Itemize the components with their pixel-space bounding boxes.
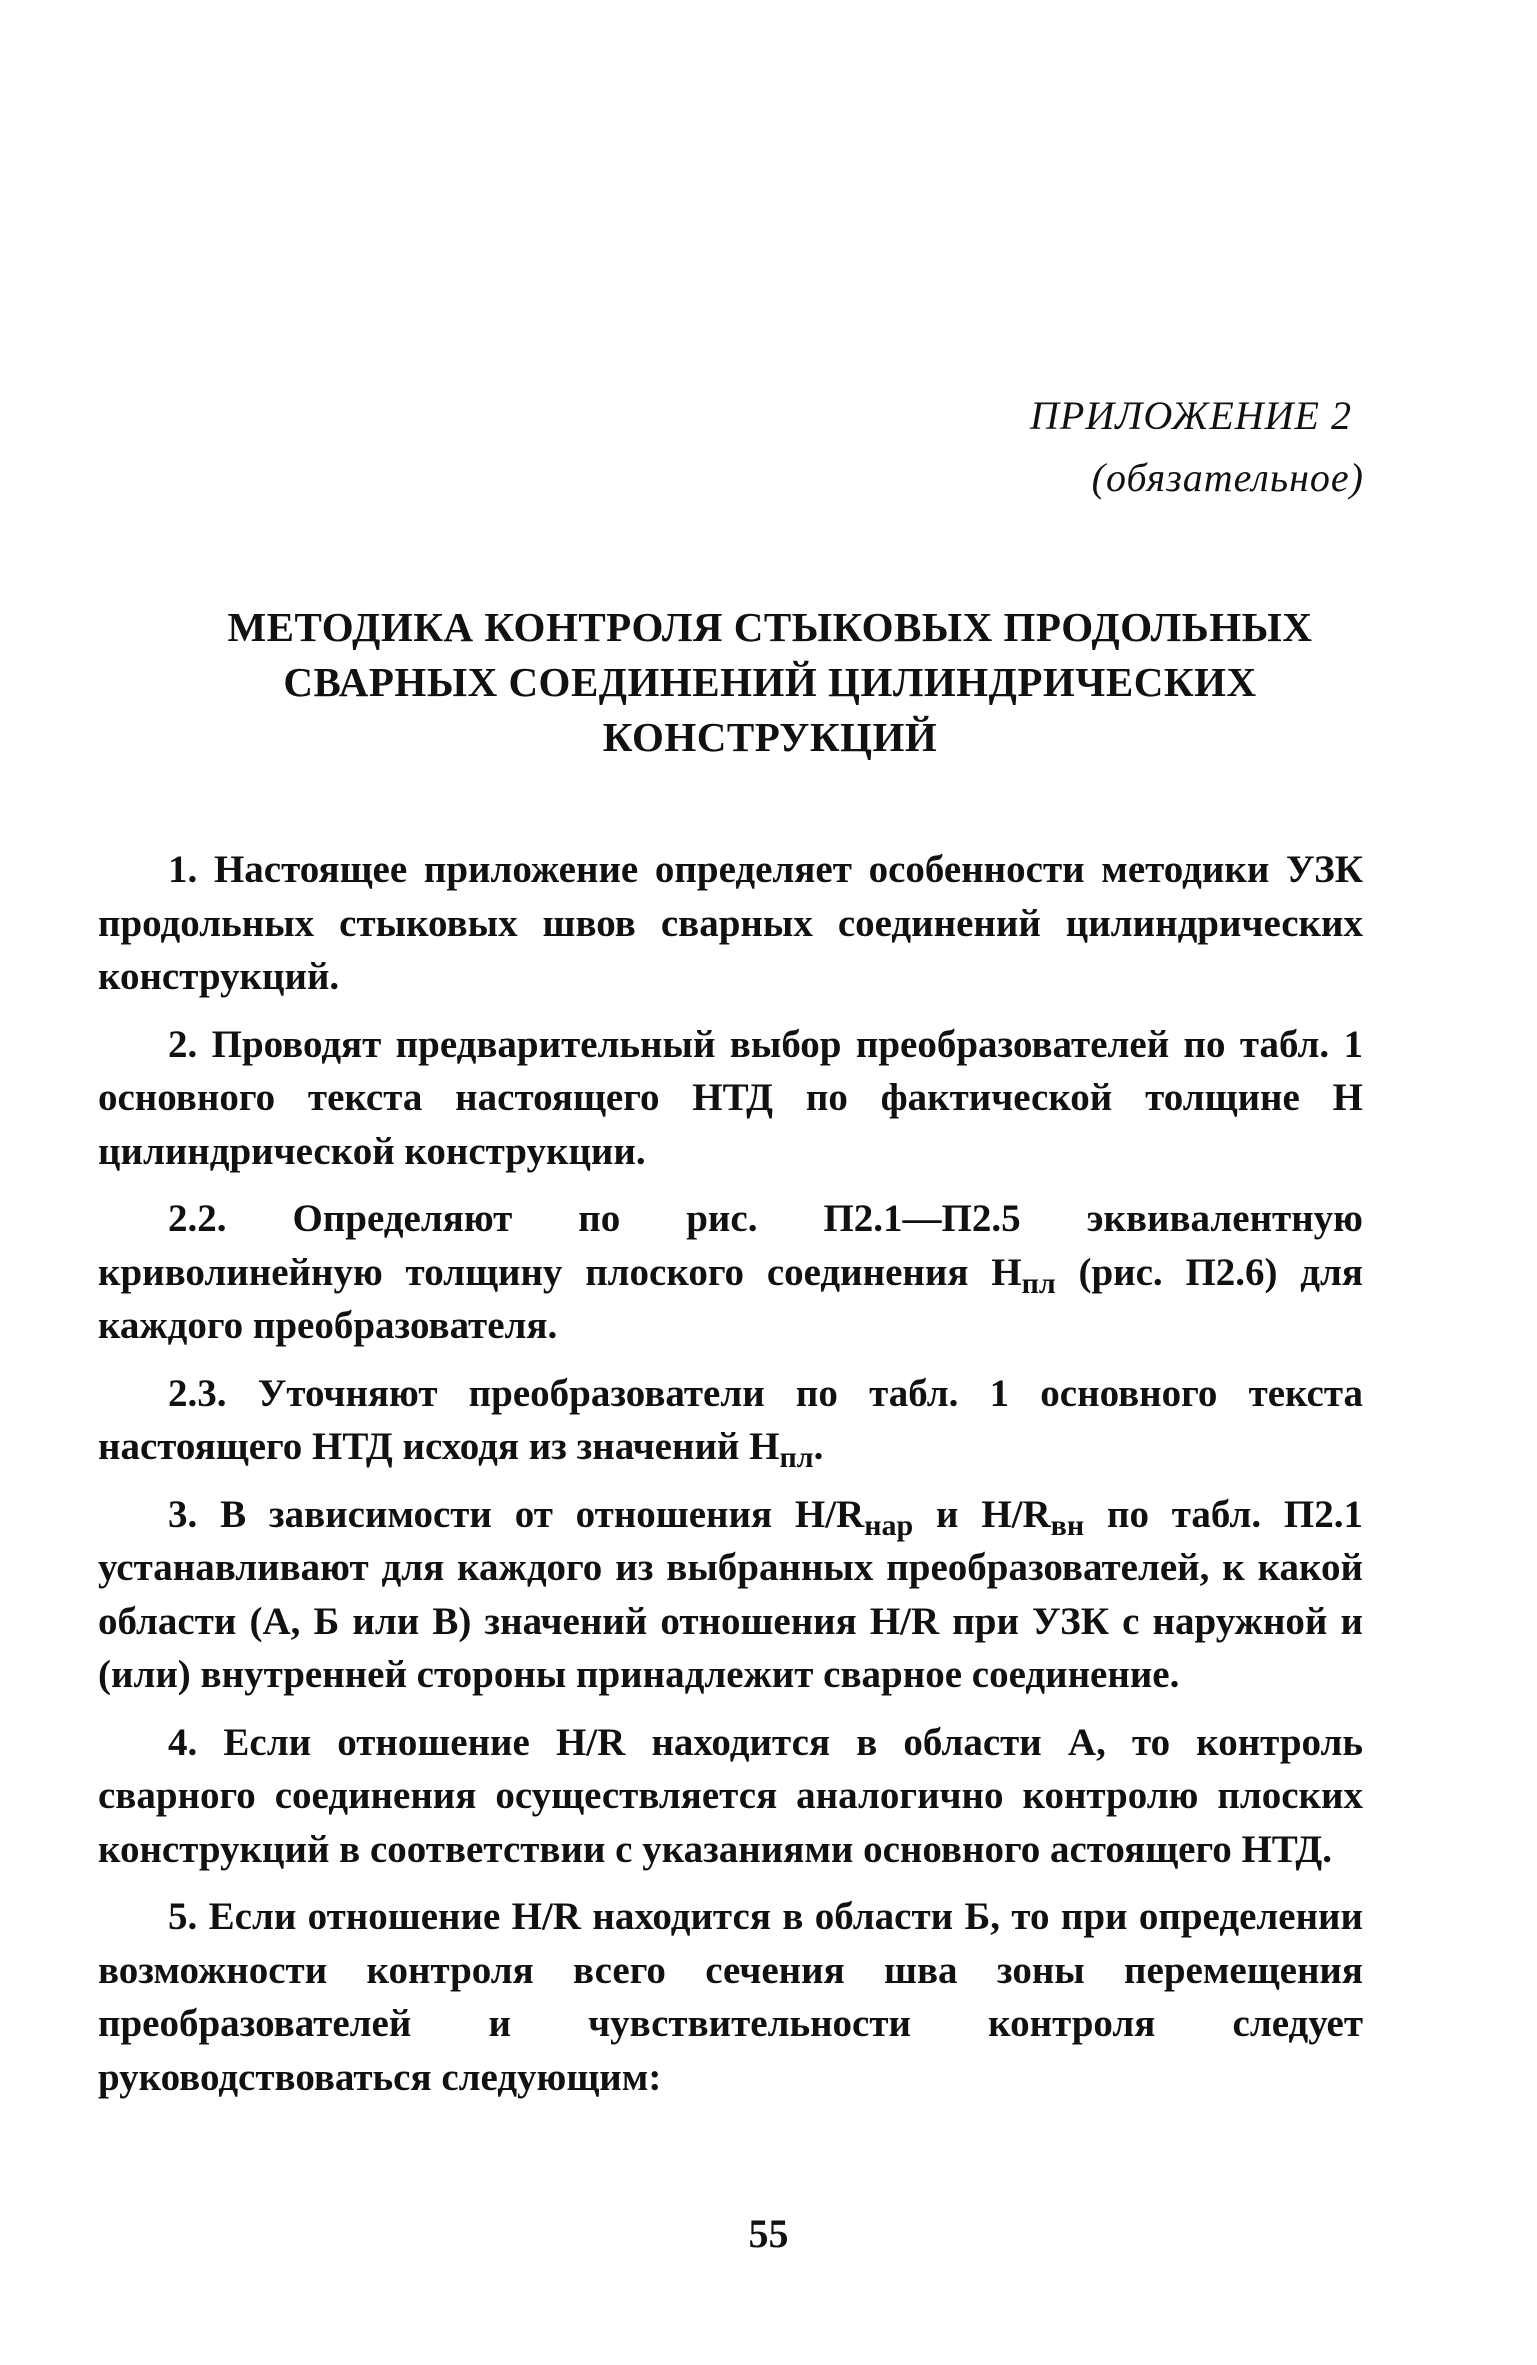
paragraph-2-3-subscript: пл [779,1441,814,1474]
paragraph-2-2-text-a: 2.2. Определяют по рис. П2.1—П2.5 эквивалентную криволинейную толщину плоского соединения Н [98,1197,1363,1294]
title-line-1: МЕТОДИКА КОНТРОЛЯ СТЫКОВЫХ ПРОДОЛЬНЫХ [227,604,1313,650]
paragraph-3-text-b: и H/R [913,1492,1051,1536]
appendix-status: (обязательное) [1091,455,1364,500]
paragraph-2-2-text-b: (рис. П2.6) для каждого преобразователя. [98,1250,1364,1347]
paragraph-3 [98,1488,1363,1702]
paragraph-3-text-a: 3. В зависимости от отношения H/R [168,1492,865,1536]
paragraph-1: 1. Настоящее приложение определяет особенности методики УЗК продольных стыковых швов сварных соединений цилиндрических конструкций. [98,848,1363,998]
paragraph-3-subscript-1: нар [864,1508,914,1542]
paragraph-2-2-subscript: пл [1021,1266,1056,1300]
paragraph-2-3-text-b: . [813,1425,824,1468]
paragraph-4: 4. Если отношение H/R находится в области А, то контроль сварного соединения осуществляется аналогично контролю плоских конструкций в соответствии с указаниями основного астоящего НТД. [98,1720,1363,1871]
paragraph-2-3-text-a: 2.3. Уточняют преобразователи по табл. 1 основного текста настоящего НТД исходя из значений Н [98,1371,1363,1468]
paragraph-2-3 [98,1367,1363,1474]
page-number: 55 [748,2211,789,2256]
paragraph-2-2 [98,1192,1363,1353]
body-text [98,843,1363,2118]
appendix-label: ПРИЛОЖЕНИЕ 2 [1030,393,1352,438]
paragraph-2: 2. Проводят предварительный выбор преобразователей по табл. 1 основного текста настоящего НТД по фактической толщине Н цилиндрической конструкции. [98,1022,1363,1173]
paragraph-3-text-c: по табл. П2.1 устанавливают для каждого из выбранных преобразователей, к какой области (А, Б или В) значений отношения H/R при УЗК с наружной и (или) внутренней стороны принадлежит сварное соединение. [98,1492,1363,1696]
paragraph-3-subscript-2: вн [1050,1508,1085,1542]
title-line-2: СВАРНЫХ СОЕДИНЕНИЙ ЦИЛИНДРИЧЕСКИХ [283,659,1257,705]
paragraph-5: 5. Если отношение H/R находится в области Б, то при определении возможности контроля всего сечения шва зоны перемещения преобразователей и чувствительности контроля следует руководствоваться следующим: [98,1895,1363,2099]
document-title [120,600,1420,765]
appendix-heading [1030,385,1364,509]
title-line-3: КОНСТРУКЦИЙ [602,714,938,760]
